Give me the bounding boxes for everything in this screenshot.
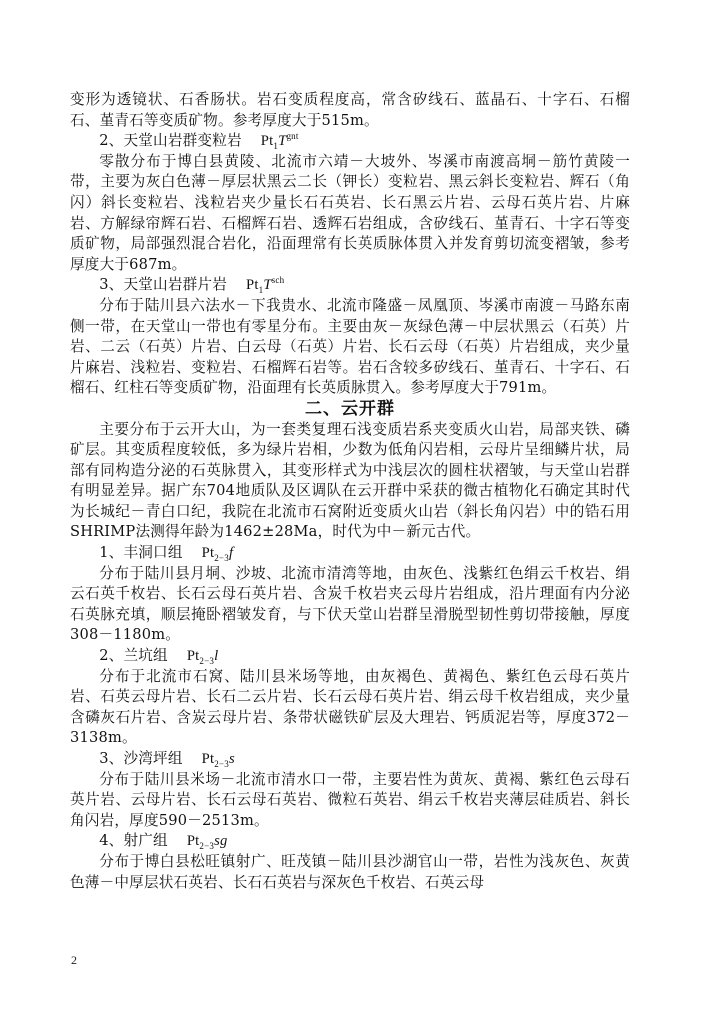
paragraph-fengdongkou: 分布于陆川县月垌、沙坡、北流市清湾等地，由灰色、浅紫红色绢云千枚岩、绢云石英千枚岩、长石云母石英片岩、含炭千枚岩夹云母片岩组成，沿片理面有内分泌石英脉充填，顺层掩卧褶皱发育，与下伏天堂山岩群呈滑脱型韧性剪切带接触，厚度308－1180m。: [70, 564, 630, 644]
stratigraphic-code: $Pt_1T^{sch}$: [246, 275, 285, 296]
stratigraphic-code: $Pt_{2-3}l$: [186, 648, 219, 666]
formation-title-text: 1、丰洞口组: [99, 544, 183, 562]
paragraph-sheguang: 分布于博白县松旺镇射广、旺茂镇－陆川县沙湖官山一带，岩性为浅灰色、灰黄色薄－中厚层状石英岩、长石石英岩与深灰色千枚岩、石英云母: [70, 852, 630, 891]
paragraph-granulite: 零散分布于博白县黄陵、北流市六靖－大坡外、岑溪市南渡高垌－筋竹黄陵一带，主要为灰白色薄－厚层状黑云二长（钾长）变粒岩、黑云斜长变粒岩、辉石（角闪）斜长变粒岩、浅粒岩夹少量长石石英岩、长石黑云片岩、云母石英片岩、片麻岩、方解绿帘辉石岩、石榴辉石岩、透辉石岩组成，含矽线石、堇青石、十字石等变质矿物，局部强烈混合岩化，沿面理常有长英质脉体贯入并发育剪切流变褶皱，参考厚度大于687m。: [70, 152, 630, 273]
section-title-schist: [70, 275, 630, 296]
section-title-granulite: [70, 131, 630, 152]
paragraph-lankeng: 分布于北流市石窝、陆川县米场等地，由灰褐色、黄褐色、紫红色云母石英片岩、石英云母片岩、长石二云片岩、长石云母石英片岩、绢云母千枚岩组成，夹少量含磷灰石片岩、含炭云母片岩、条带状磁铁矿层及大理岩、钙质泥岩等，厚度372－3138m。: [70, 667, 630, 747]
formation-title-shawanping: [70, 749, 630, 770]
paragraph-shawanping: 分布于陆川县米场－北流市清水口一带，主要岩性为黄灰、黄褐、紫红色云母石英片岩、云母片岩、长石云母石英岩、微粒石英岩、绢云千枚岩夹薄层硅质岩、斜长角闪岩，厚度590－2513m。: [70, 770, 630, 829]
formation-title-lankeng: [70, 646, 630, 667]
page-number: 2: [71, 953, 77, 967]
paragraph-intro: 主要分布于云开大山，为一套类复理石浅变质岩系夹变质火山岩，局部夹铁、磷矿层。其变质程度较低，多为绿片岩相，少数为低角闪岩相，云母片呈细鳞片状，局部有同构造分泌的石英脉贯入，其变形样式为中浅层次的圆柱状褶皱，与天堂山岩群有明显差异。据广东704地质队及区调队在云开群中采获的微古植物化石确定其时代为长城纪－青白口纪，我院在北流市石窝附近变质火山岩（斜长角闪岩）中的锆石用SHRIMP法测得年龄为1462±28Ma，时代为中－新元古代。: [70, 420, 630, 541]
body-text: [70, 90, 630, 893]
stratigraphic-code: $Pt_{2-3}f$: [201, 545, 234, 563]
paragraph-schist: 分布于陆川县六法水－下我贵水、北流市隆盛－凤凰顶、岑溪市南渡－马路东南侧一带，在天堂山一带也有零星分布。主要由灰－灰绿色薄－中层状黑云（石英）片岩、二云（石英）片岩、白云母（石英）片岩、长石云母（石英）片岩组成，夹少量片麻岩、浅粒岩、变粒岩、石榴辉石岩等。岩石含较多矽线石、堇青石、十字石、石榴石、红柱石等变质矿物，沿面理有长英质脉贯入。参考厚度大于791m。: [70, 296, 630, 397]
stratigraphic-code: $Pt_1T^{gnt}$: [260, 131, 299, 152]
chapter-heading: 二、云开群: [305, 398, 395, 419]
formation-title-text: 2、兰坑组: [99, 647, 168, 665]
formation-title-sheguang: [70, 831, 630, 852]
formation-title-fengdongkou: [70, 543, 630, 564]
section-title-text: 3、天堂山岩群片岩: [99, 276, 228, 294]
paragraph-continued: 变形为透镜状、石香肠状。岩石变质程度高，常含矽线石、蓝晶石、十字石、石榴石、堇青石等变质矿物。参考厚度大于515m。: [70, 91, 630, 129]
formation-title-text: 3、沙湾坪组: [99, 750, 183, 767]
stratigraphic-code: $Pt_{2-3}s$: [201, 751, 235, 769]
formation-title-text: 4、射广组: [99, 832, 168, 850]
section-title-text: 2、天堂山岩群变粒岩: [99, 132, 242, 150]
stratigraphic-code: $Pt_{2-3}sg$: [186, 833, 228, 852]
